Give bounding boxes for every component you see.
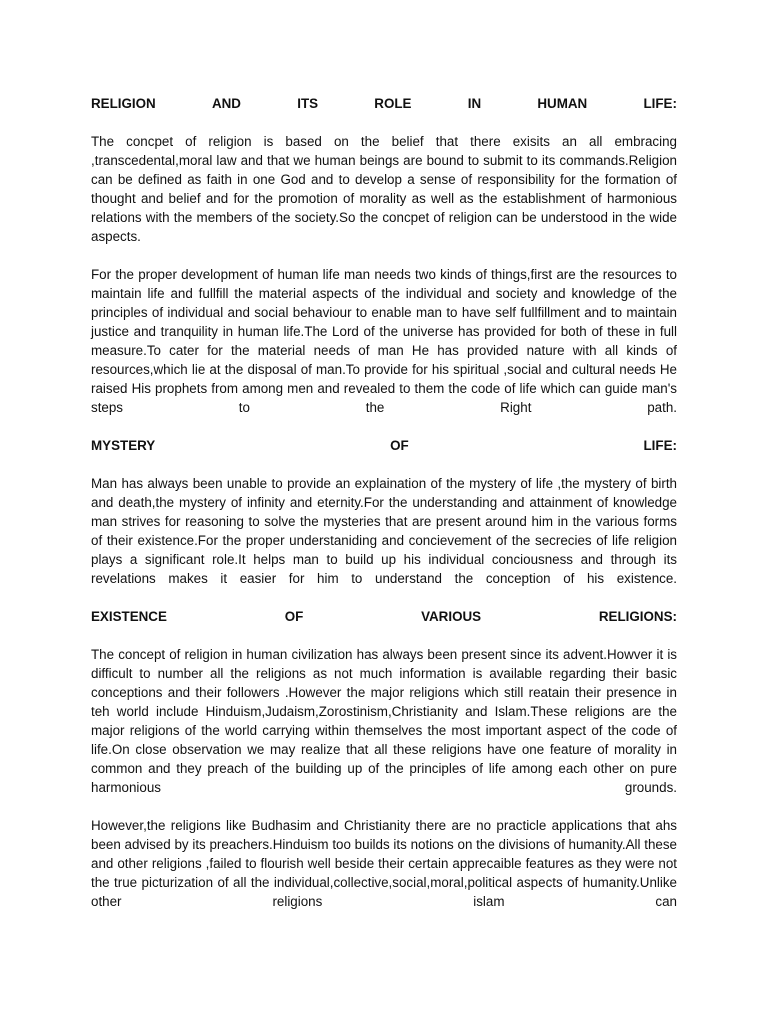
heading-word: ROLE — [374, 96, 412, 111]
heading-word: RELIGIONS: — [598, 609, 677, 624]
heading-word: OF — [390, 438, 409, 453]
heading-word: EXISTENCE — [91, 609, 167, 624]
paragraph-concept-of-religion: The concpet of religion is based on the belief that there exisits an all embracing ,transcedental,moral law and that we human beings are bound to submit to its commands.Religion can be defined as faith in one God and to develop a sense of responsibility for the formation of thought and belief and for the promotion of morality as well as the establishment of harmonious relations with the members of the society.So the concpet of religion can be understood in the wide aspects. — [91, 134, 677, 244]
section-heading-mystery-of-life — [91, 436, 677, 455]
heading-word: LIFE: — [643, 96, 677, 111]
heading-word: OF — [284, 609, 304, 624]
heading-word: ITS — [297, 96, 319, 111]
paragraph-concept-in-civilization: The concept of religion in human civilization has always been present since its advent.Howver it is difficult to number all the religions as not much information is available regarding their basic conceptions and their followers .However the major religions which still reatain their presence in teh world include Hinduism,Judaism,Zorostinism,Christianity and Islam.These religions are the major religions of the world carrying within themselves the most important aspect of the code of life.On close observation we may realize that all these religions have one feature of morality in common and they preach of the building up of the principles of life among each other on pure harmonious grounds. — [91, 647, 677, 795]
section-heading-religion-role — [91, 94, 677, 113]
heading-word: IN — [467, 96, 482, 111]
document-page — [91, 94, 677, 930]
heading-word: AND — [211, 96, 241, 111]
heading-word: HUMAN — [537, 96, 588, 111]
heading-word: VARIOUS — [421, 609, 482, 624]
paragraph-development-of-life: For the proper development of human life man needs two kinds of things,first are the resources to maintain life and fullfill the material aspects of the individual and society and knowledge of the principles of individual and social behaviour to enable man to have self fullfillment and to maintain justice and tranquility in human life.The Lord of the universe has provided for both of these in full measure.To cater for the material needs of man He has provided nature with all kinds of resources,which lie at the disposal of man.To provide for his spiritual ,social and cultural needs He raised His prophets from among men and revealed to them the code of life which can guide man's steps to the Right path. — [91, 267, 677, 415]
heading-word: MYSTERY — [91, 438, 156, 453]
section-heading-various-religions — [91, 607, 677, 626]
heading-word: LIFE: — [643, 438, 677, 453]
heading-word: RELIGION — [91, 96, 156, 111]
paragraph-other-religions: However,the religions like Budhasim and Christianity there are no practicle applications that ahs been advised by its preachers.Hinduism too builds its notions on the divisions of humanity.All these and other religions ,failed to flourish well beside their certain apprecaible features as they were not the true picturization of all the individual,collective,social,moral,political aspects of humanity.Unlike other religions islam can — [91, 818, 677, 909]
paragraph-mystery-of-life: Man has always been unable to provide an explaination of the mystery of life ,the mystery of birth and death,the mystery of infinity and eternity.For the understanding and attainment of knowledge man strives for reasoning to solve the mysteries that are present around him in the various forms of their existence.For the proper understaniding and concievement of the secrecies of life religion plays a significant role.It helps man to build up his individual conciousness and through its revelations makes it easier for him to understand the conception of his existence. — [91, 476, 677, 586]
